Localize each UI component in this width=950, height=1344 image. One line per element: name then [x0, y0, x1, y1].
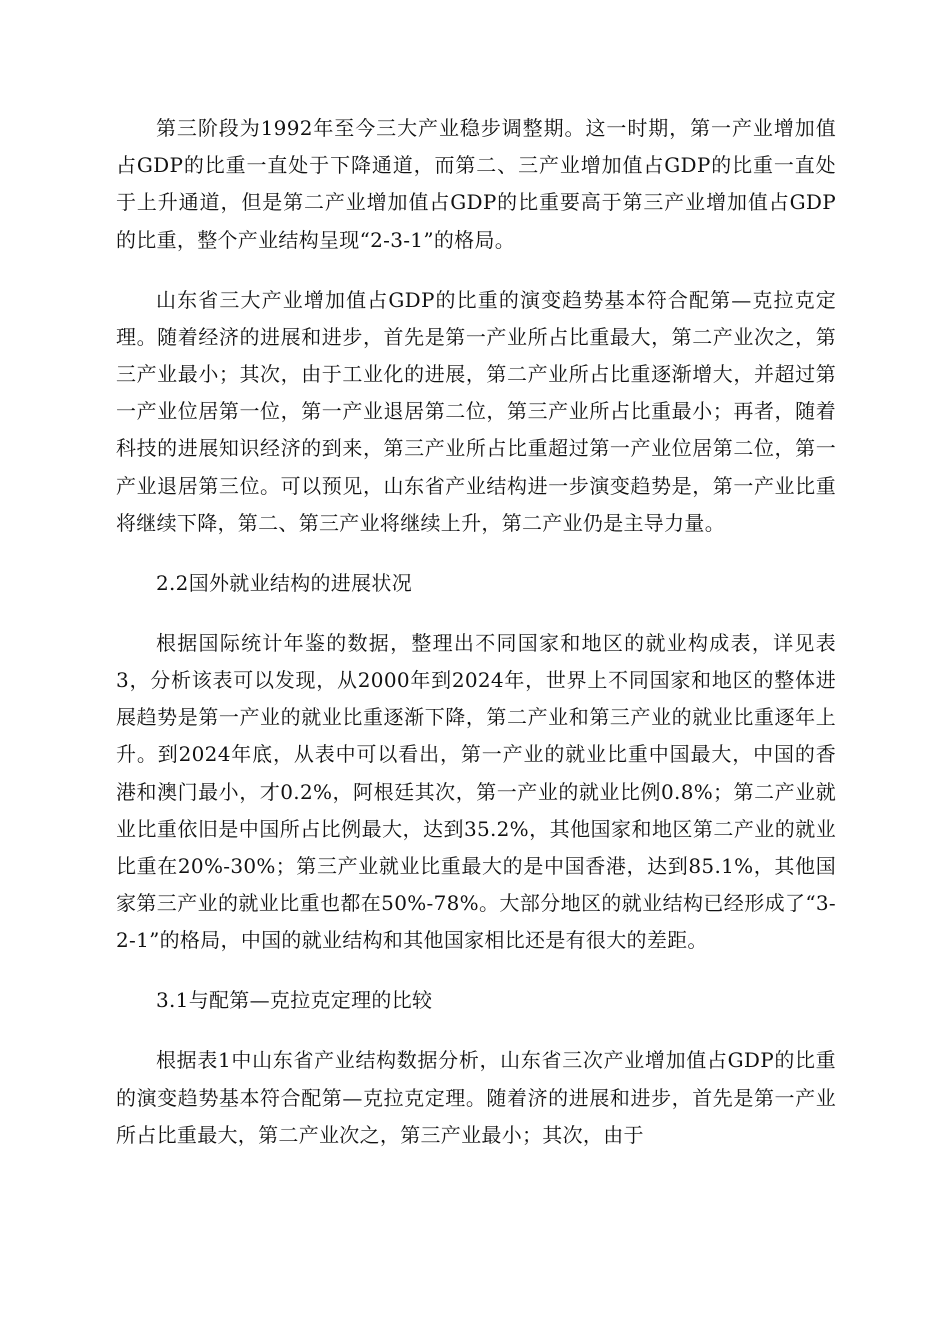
paragraph-shandong-trend: 山东省三大产业增加值占GDP的比重的演变趋势基本符合配第—克拉克定理。随着经济的进展和进步，首先是第一产业所占比重最大，第二产业次之，第三产业最小；其次，由于工业化的进展，第二产业所占比重逐渐增大，并超过第一产业位居第一位，第一产业退居第二位，第三产业所占比重最小；再者，随着科技的进展知识经济的到来，第三产业所占比重超过第一产业位居第二位，第一产业退居第三位。可以预见，山东省产业结构进一步演变趋势是，第一产业比重将继续下降，第二、第三产业将继续上升，第二产业仍是主导力量。 [116, 287, 836, 535]
section-heading-2-2: 2.2国外就业结构的进展状况 [156, 570, 413, 595]
section-heading-3-1: 3.1与配第—克拉克定理的比较 [156, 988, 433, 1013]
paragraph-comparison: 根据表1中山东省产业结构数据分析，山东省三次产业增加值占GDP的比重的演变趋势基本符合配第—克拉克定理。随着济的进展和进步，首先是第一产业所占比重最大，第二产业次之，第三产业最小；其次，由于 [116, 1048, 836, 1147]
paragraph-stage-three: 第三阶段为1992年至今三大产业稳步调整期。这一时期，第一产业增加值占GDP的比重一直处于下降通道，而第二、三产业增加值占GDP的比重一直处于上升通道，但是第二产业增加值占GDP的比重要高于第三产业增加值占GDP的比重，整个产业结构呈现“2-3-1”的格局。 [116, 116, 836, 252]
paragraph-foreign-employment: 根据国际统计年鉴的数据，整理出不同国家和地区的就业构成表，详见表3，分析该表可以发现，从2000年到2024年，世界上不同国家和地区的整体进展趋势是第一产业的就业比重逐渐下降，第二产业和第三产业的就业比重逐年上升。到2024年底，从表中可以看出，第一产业的就业比重中国最大，中国的香港和澳门最小，才0.2%，阿根廷其次，第一产业的就业比例0.8%；第二产业就业比重依旧是中国所占比例最大，达到35.2%，其他国家和地区第二产业的就业比重在20%-30%；第三产业就业比重最大的是中国香港，达到85.1%，其他国家第三产业的就业比重也都在50%-78%。大部分地区的就业结构已经形成了“3-2-1”的格局，中国的就业结构和其他国家相比还是有很大的差距。 [116, 630, 836, 953]
document-page [116, 110, 836, 1154]
